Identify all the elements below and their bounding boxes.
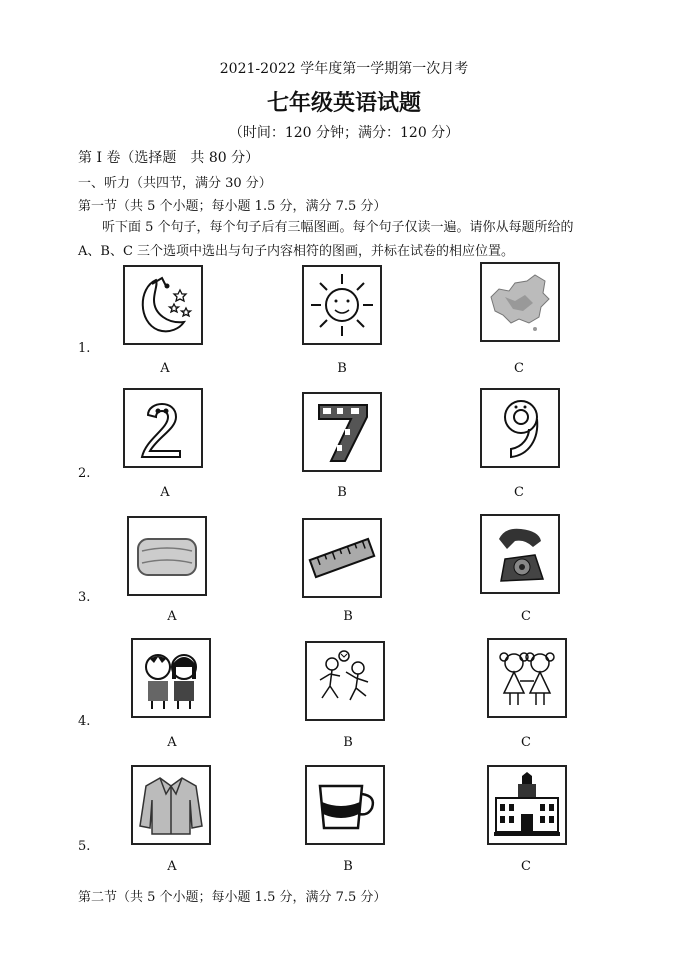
instructions-line1: 听下面 5 个句子，每个句子后有三幅图画。每个句子仅读一遍。请你从每题所给的 — [102, 220, 574, 235]
listening-heading: 一、听力（共四节，满分 30 分） — [78, 176, 272, 191]
option-label-a: A — [167, 859, 177, 874]
option-label-a: A — [167, 609, 177, 624]
question-number: 3. — [78, 590, 91, 605]
option-label-a: A — [160, 485, 170, 500]
page-title: 七年级英语试题 — [266, 91, 421, 116]
kids-playing-soccer-icon — [310, 646, 380, 716]
number-seven-icon — [307, 397, 377, 467]
option-label-a: A — [160, 361, 170, 376]
boy-and-girl-icon — [136, 643, 206, 713]
option-picture-c[interactable] — [480, 262, 560, 342]
question-number: 2. — [78, 466, 91, 481]
option-picture-b[interactable] — [305, 765, 385, 845]
option-picture-c[interactable] — [480, 514, 560, 594]
number-nine-icon — [485, 393, 555, 463]
option-picture-b[interactable] — [305, 641, 385, 721]
option-picture-a[interactable] — [131, 638, 211, 718]
china-map-icon — [485, 267, 555, 337]
option-picture-a[interactable] — [127, 516, 207, 596]
school-building-icon — [492, 770, 562, 840]
option-label-b: B — [337, 361, 347, 376]
exam-year-line: 2021-2022 学年度第一学期第一次月考 — [219, 61, 469, 77]
option-picture-a[interactable] — [123, 388, 203, 468]
option-picture-c[interactable] — [480, 388, 560, 468]
option-label-b: B — [337, 485, 347, 500]
option-label-a: A — [167, 735, 177, 750]
number-two-icon — [128, 393, 198, 463]
telephone-icon — [485, 519, 555, 589]
cup-icon — [310, 770, 380, 840]
option-label-c: C — [514, 485, 524, 500]
exam-time-line: （时间：120 分钟；满分：120 分） — [228, 125, 460, 141]
option-picture-c[interactable] — [487, 765, 567, 845]
option-label-c: C — [514, 361, 524, 376]
option-label-b: B — [343, 609, 353, 624]
section1-heading: 第一节（共 5 个小题；每小题 1.5 分，满分 7.5 分） — [78, 199, 387, 214]
sun-icon — [307, 270, 377, 340]
option-picture-a[interactable] — [131, 765, 211, 845]
question-number: 5. — [78, 839, 91, 854]
part1-heading: 第 I 卷（选择题 共 80 分） — [78, 150, 260, 166]
two-girls-icon — [492, 643, 562, 713]
option-label-c: C — [521, 735, 531, 750]
jacket-icon — [136, 770, 206, 840]
instructions-line2: A、B、C 三个选项中选出与句子内容相符的图画，并标在试卷的相应位置。 — [78, 244, 515, 259]
option-label-b: B — [343, 735, 353, 750]
option-picture-a[interactable] — [123, 265, 203, 345]
ruler-icon — [307, 523, 377, 593]
folded-quilt-icon — [132, 521, 202, 591]
moon-stars-icon — [128, 270, 198, 340]
option-picture-b[interactable] — [302, 392, 382, 472]
option-label-b: B — [343, 859, 353, 874]
option-label-c: C — [521, 609, 531, 624]
option-label-c: C — [521, 859, 531, 874]
option-picture-c[interactable] — [487, 638, 567, 718]
option-picture-b[interactable] — [302, 265, 382, 345]
question-number: 4. — [78, 714, 91, 729]
option-picture-b[interactable] — [302, 518, 382, 598]
question-number: 1. — [78, 341, 91, 356]
section2-heading: 第二节（共 5 个小题；每小题 1.5 分，满分 7.5 分） — [78, 890, 387, 905]
